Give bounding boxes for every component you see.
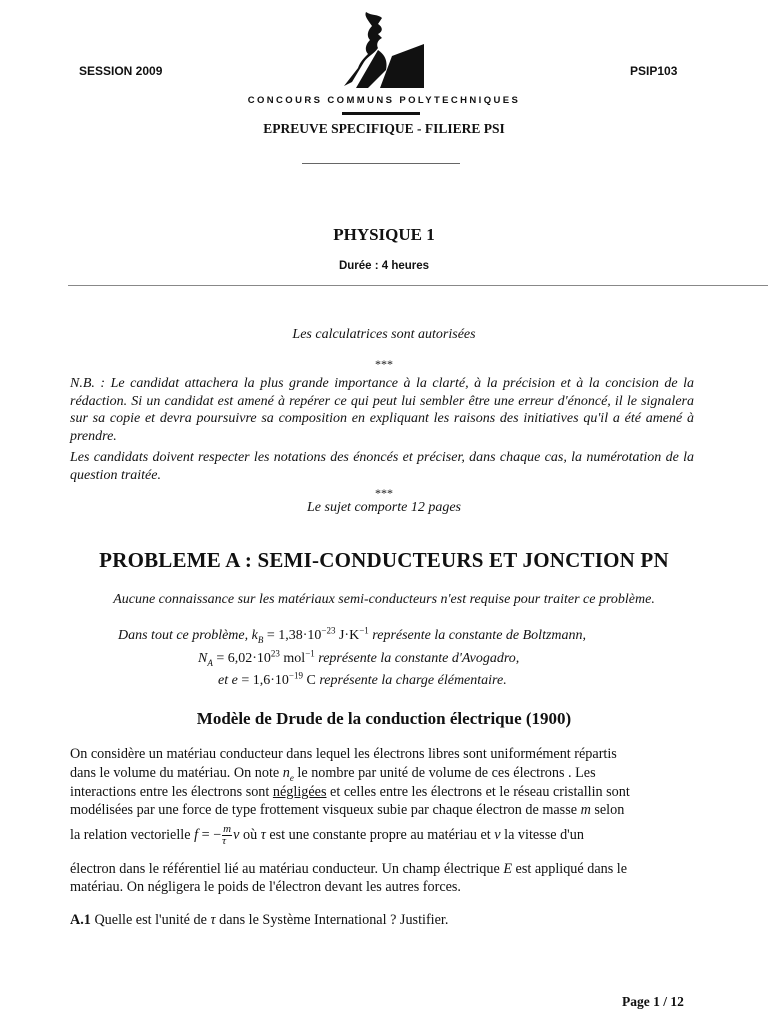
page-number: Page 1 / 12 bbox=[622, 994, 684, 1009]
ccp-logo bbox=[338, 10, 430, 90]
body-line-2: dans le volume du matériau. On note $n_e$ le nombre par unité de volume de ces électrons . Les bbox=[70, 765, 596, 783]
subject-title: PHYSIQUE 1 bbox=[333, 225, 435, 244]
question-a1: A.1 Quelle est l'unité de τ dans le Système International ? Justifier. bbox=[70, 912, 449, 928]
constant-boltzmann: Dans tout ce problème, $k_B = 1,38\cdot 10^{-23}$ $J\cdot K^{-1}$ représente la constante de Boltzmann, bbox=[118, 625, 587, 645]
duration: Durée : 4 heures bbox=[338, 260, 430, 272]
calculators-note: Les calculatrices sont autorisées bbox=[292, 327, 476, 342]
body-line-4: modélisées par une force de type frottement visqueux subie par chaque électron de masse m selon bbox=[70, 802, 625, 818]
constant-avogadro: $N_A = 6,02\cdot 10^{23}$ mol$^{-1}$ représente la constante d'Avogadro, bbox=[198, 648, 520, 668]
section-title: Modèle de Drude de la conduction électrique (1900) bbox=[196, 709, 572, 728]
body-line-1: On considère un matériau conducteur dans lequel les électrons libres sont uniformément répartis bbox=[70, 746, 617, 762]
short-divider bbox=[302, 163, 460, 164]
notations-paragraph: Les candidats doivent respecter les notations des énoncés et préciser, dans chaque cas, la numérotation de la question traitée. bbox=[70, 450, 694, 483]
session-label: SESSION 2009 bbox=[79, 64, 163, 78]
full-divider bbox=[68, 285, 768, 286]
pages-note: Le sujet comporte 12 pages bbox=[307, 500, 461, 515]
epreuve-title: EPREUVE SPECIFIQUE - FILIERE PSI bbox=[263, 121, 505, 136]
exam-code: PSIP103 bbox=[630, 64, 678, 78]
body-line-7: matériau. On négligera le poids de l'électron devant les autres forces. bbox=[70, 879, 461, 895]
stars-separator: *** bbox=[375, 357, 393, 371]
logo-bar bbox=[342, 112, 420, 115]
stars-separator-2: *** bbox=[375, 486, 393, 500]
body-line-6: électron dans le référentiel lié au matériau conducteur. Un champ électrique E est appliqué dans le bbox=[70, 861, 628, 877]
body-line-3: interactions entre les électrons sont négligées et celles entre les électrons et le réseau cristallin sont bbox=[70, 784, 630, 800]
constant-charge: et $e = 1,6\cdot 10^{-19}$ C représente la charge élémentaire. bbox=[218, 670, 507, 688]
problem-title: PROBLEME A : SEMI-CONDUCTEURS ET JONCTION PN bbox=[99, 548, 669, 572]
problem-intro: Aucune connaissance sur les matériaux semi-conducteurs n'est requise pour traiter ce problème. bbox=[113, 592, 655, 607]
body-line-5: la relation vectorielle f = − $\frac{m}{\tau}$ v où τ est une constante propre au matériau et v la vitesse d'un bbox=[70, 823, 584, 847]
nb-paragraph: N.B. : Le candidat attachera la plus grande importance à la clarté, à la précision et à la concision de la rédaction. Si un candidat est amené à repérer ce qui peut lui sembler être une erreur d'énoncé, il le signalera sur sa copie et devra poursuivre sa composition en expliquant les raisons des initiatives qu'il a été amené à prendre. bbox=[70, 376, 694, 444]
org-name: CONCOURS COMMUNS POLYTECHNIQUES bbox=[247, 95, 521, 106]
